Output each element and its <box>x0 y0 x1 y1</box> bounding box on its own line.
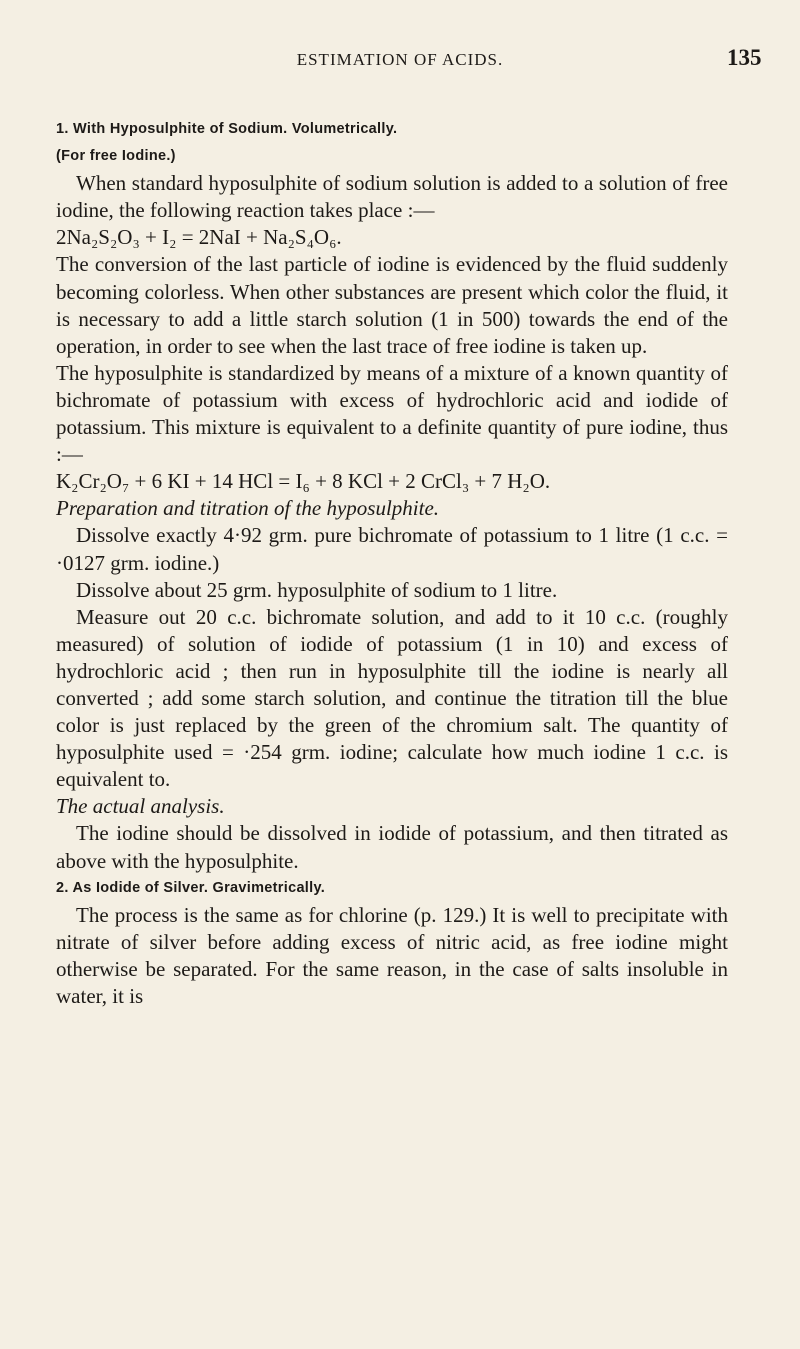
equation-hyposulphite-iodine: 2Na₂S₂O₃ + I₂ = 2NaI + Na₂S₄O₆. <box>56 225 342 250</box>
section-2-heading: 2. As Iodide of Silver. Gravimetrically. <box>56 879 326 896</box>
paragraph-reaction-intro: When standard hyposulphite of sodium solution is added to a solution of free iodine, the following reaction takes place :— <box>56 171 728 223</box>
paragraph-prep-titration: Measure out 20 c.c. bichromate solution, and add to it 10 c.c. (roughly measured) of solution of iodide of potassium (1 in 10) and excess of hydrochloric acid ; then run in hyposulphite till the iodine is nearly all converted ; add some starch solution, and continue the titration till the blue color is just replaced by the green of the chromium salt. The quantity of hyposulphite used = ·254 grm. iodine; calculate how much iodine 1 c.c. is equivalent to. <box>56 604 728 792</box>
paragraph-analysis: The iodine should be dissolved in iodide of potassium, and then titrated as above with the hyposulphite. <box>56 821 728 873</box>
equation-2-lhs: K₂Cr₂O₇ + 6 KI + 14 HCl <box>56 469 274 494</box>
paragraph-prep-hyposulphite: Dissolve about 25 grm. hyposulphite of sodium to 1 litre. <box>76 577 558 602</box>
preparation-heading: Preparation and titration of the hyposulphite. <box>56 496 440 521</box>
equation-2-rhs: I₆ + 8 KCl + 2 CrCl₃ + 7 H₂O. <box>295 469 551 494</box>
section-1-subheading: (For free Iodine.) <box>56 148 176 165</box>
running-title: ESTIMATION OF ACIDS. <box>296 50 504 69</box>
paragraph-silver-process: The process is the same as for chlorine (p. 129.) It is well to precipitate with nitrate of silver before adding excess of nitric acid, as free iodine might otherwise be separated. For the same reason, in the case of salts insoluble in water, it is <box>56 902 728 1008</box>
equation-bichromate: K₂Cr₂O₇ + 6 KI + 14 HCl = I₆ + 8 KCl + 2 CrCl₃ + 7 H₂O. <box>56 469 551 494</box>
section-1-heading: 1. With Hyposulphite of Sodium. Volumetrically. <box>56 121 398 137</box>
paragraph-standardization: The hyposulphite is standardized by means of a mixture of a known quantity of bichromate of potassium with excess of hydrochloric acid and iodide of potassium. This mixture is equivalent to a definite quantity of pure iodine, thus :— <box>56 360 728 467</box>
page-number: 135 <box>727 45 762 70</box>
paragraph-conversion: The conversion of the last particle of iodine is evidenced by the fluid suddenly becoming colorless. When other substances are present which color the fluid, it is necessary to add a little starch solution (1 in 500) towards the end of the operation, in order to see when the last trace of free iodine is taken up. <box>56 252 728 358</box>
body-text <box>56 116 728 1010</box>
equation-1-lhs: 2Na₂S₂O₃ + I₂ <box>56 225 177 250</box>
analysis-heading: The actual analysis. <box>56 794 225 819</box>
equation-1-rhs: 2NaI + Na₂S₄O₆. <box>198 225 342 250</box>
paragraph-prep-bichromate: Dissolve exactly 4·92 grm. pure bichromate of potassium to 1 litre (1 c.c. = ·0127 grm. iodine.) <box>56 523 728 575</box>
